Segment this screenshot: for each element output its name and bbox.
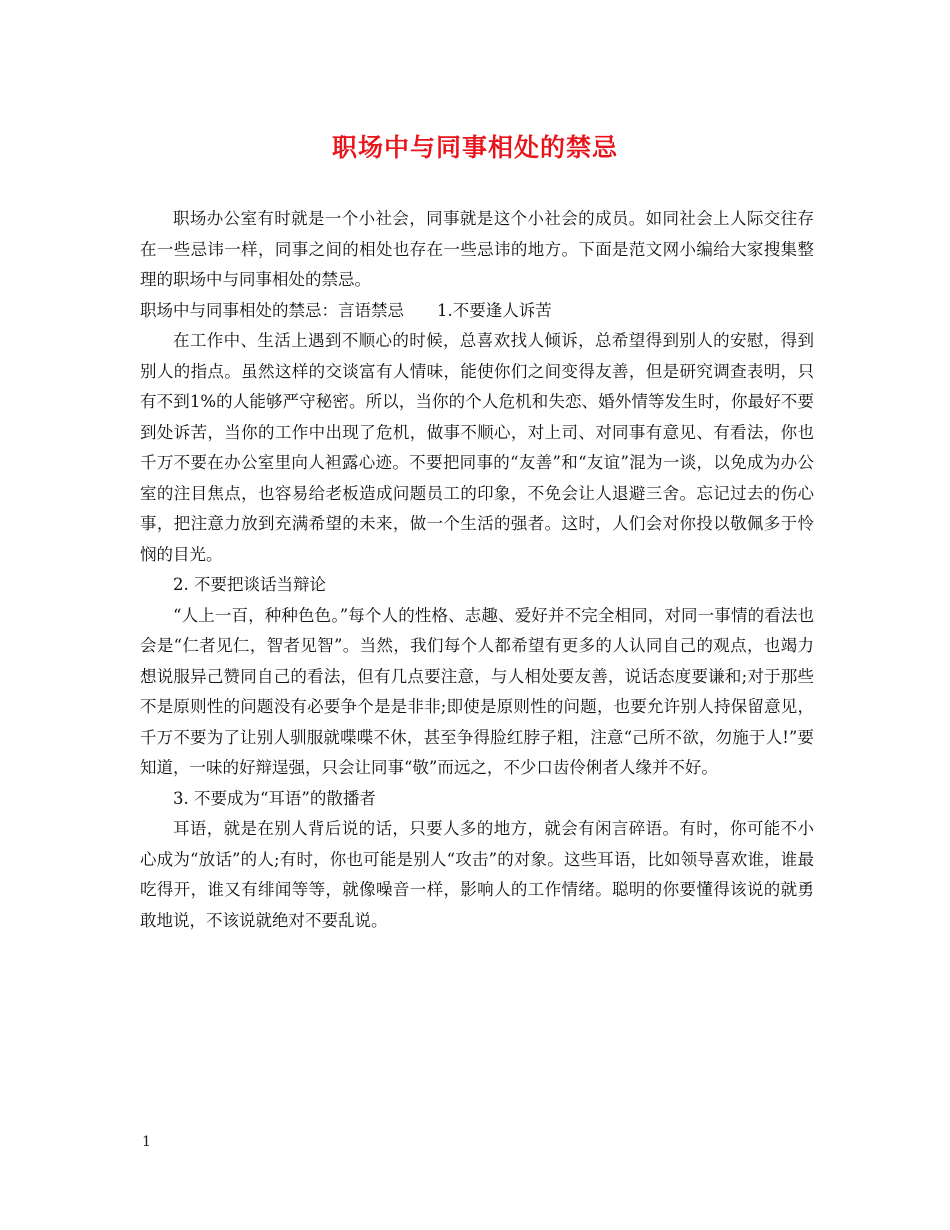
paragraph-no-complaining: 在工作中、生活上遇到不顺心的时候，总喜欢找人倾诉，总希望得到别人的安慰，得到别人的指点。虽然这样的交谈富有人情味，能使你们之间变得友善，但是研究调查表明，只有不到1%的人能够严守秘密。所以，当你的个人危机和失恋、婚外情等发生时，你最好不要到处诉苦，当你的工作中出现了危机，做事不顺心，对上司、对同事有意见、有看法，你也千万不要在办公室里向人袒露心迹。不要把同事的“友善”和“友谊”混为一谈，以免成为办公室的注目焦点，也容易给老板造成问题员工的印象，不免会让人退避三舍。忘记过去的伤心事，把注意力放到充满希望的未来，做一个生活的强者。这时，人们会对你投以敬佩多于怜悯的目光。 [140,331,814,564]
document-body [140,204,814,936]
paragraph-intro: 职场办公室有时就是一个小社会，同事就是这个小社会的成员。如同社会上人际交往存在一些忌讳一样，同事之间的相处也存在一些忌讳的地方。下面是范文网小编给大家搜集整理的职场中与同事相处的禁忌。 [140,209,814,289]
subheading-no-gossip: 3. 不要成为“耳语”的散播者 [173,788,376,808]
subheading-no-debate: 2. 不要把谈话当辩论 [173,575,326,594]
page-number: 1 [142,1134,151,1150]
page-title: 职场中与同事相处的禁忌 [331,133,618,162]
paragraph-no-gossip: 耳语，就是在别人背后说的话，只要人多的地方，就会有闲言碎语。有时，你可能不小心成为“放话”的人;有时，你也可能是别人“攻击”的对象。这些耳语，比如领导喜欢谁，谁最吃得开，谁又有绯闻等等，就像噪音一样，影响人的工作情绪。聪明的你要懂得该说的就勇敢地说，不该说就绝对不要乱说。 [140,819,814,930]
paragraph-no-debate: “人上一百，种种色色。”每个人的性格、志趣、爱好并不完全相同，对同一事情的看法也会是“仁者见仁，智者见智”。当然，我们每个人都希望有更多的人认同自己的观点，也竭力想说服异己赞同自己的看法，但有几点要注意，与人相处要友善，说话态度要谦和;对于那些不是原则性的问题没有必要争个是是非非;即使是原则性的问题，也要允许别人持保留意见，千万不要为了让别人驯服就喋喋不休，甚至争得脸红脖子粗，注意“己所不欲，勿施于人!”要知道，一味的好辩逞强，只会让同事“敬”而远之，不少口齿伶俐者人缘并不好。 [140,605,814,777]
section-heading-speech-taboos: 职场中与同事相处的禁忌：言语禁忌 1.不要逢人诉苦 [140,300,552,320]
